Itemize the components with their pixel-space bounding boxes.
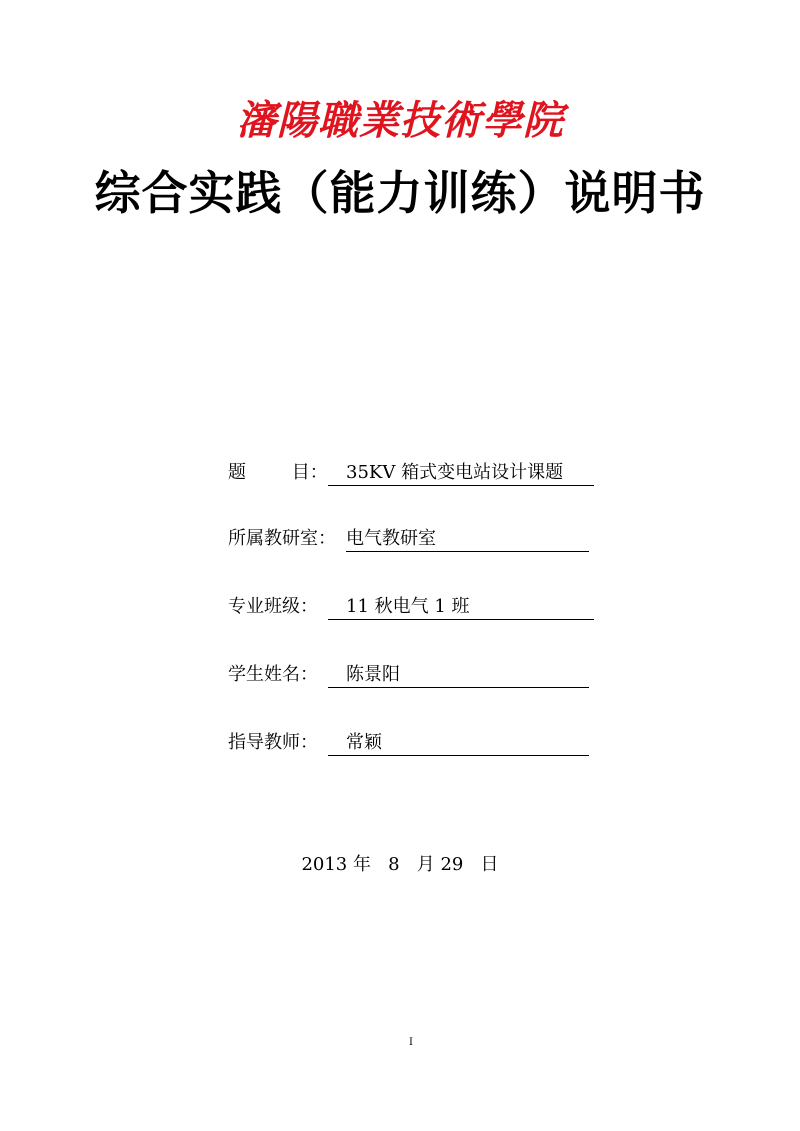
- college-logo: 瀋陽職業技術學院: [236, 97, 564, 144]
- student-value: 陈景阳: [328, 662, 589, 688]
- department-value: 电气教研室: [346, 526, 589, 552]
- title-label: 题 目：: [228, 462, 328, 483]
- advisor-value: 常颖: [328, 730, 589, 756]
- document-title: 综合实践（能力训练）说明书: [94, 166, 706, 220]
- student-label: 学生姓名：: [228, 664, 318, 685]
- class-label: 专业班级：: [228, 596, 318, 617]
- page-number: I: [409, 1037, 413, 1048]
- advisor-label: 指导教师：: [228, 732, 318, 753]
- class-value: 11 秋电气 1 班: [328, 594, 594, 620]
- date-line: 2013 年 8 月 29 日: [301, 854, 499, 875]
- department-label: 所属教研室：: [228, 528, 336, 549]
- title-value: 35KV 箱式变电站设计课题: [328, 460, 594, 486]
